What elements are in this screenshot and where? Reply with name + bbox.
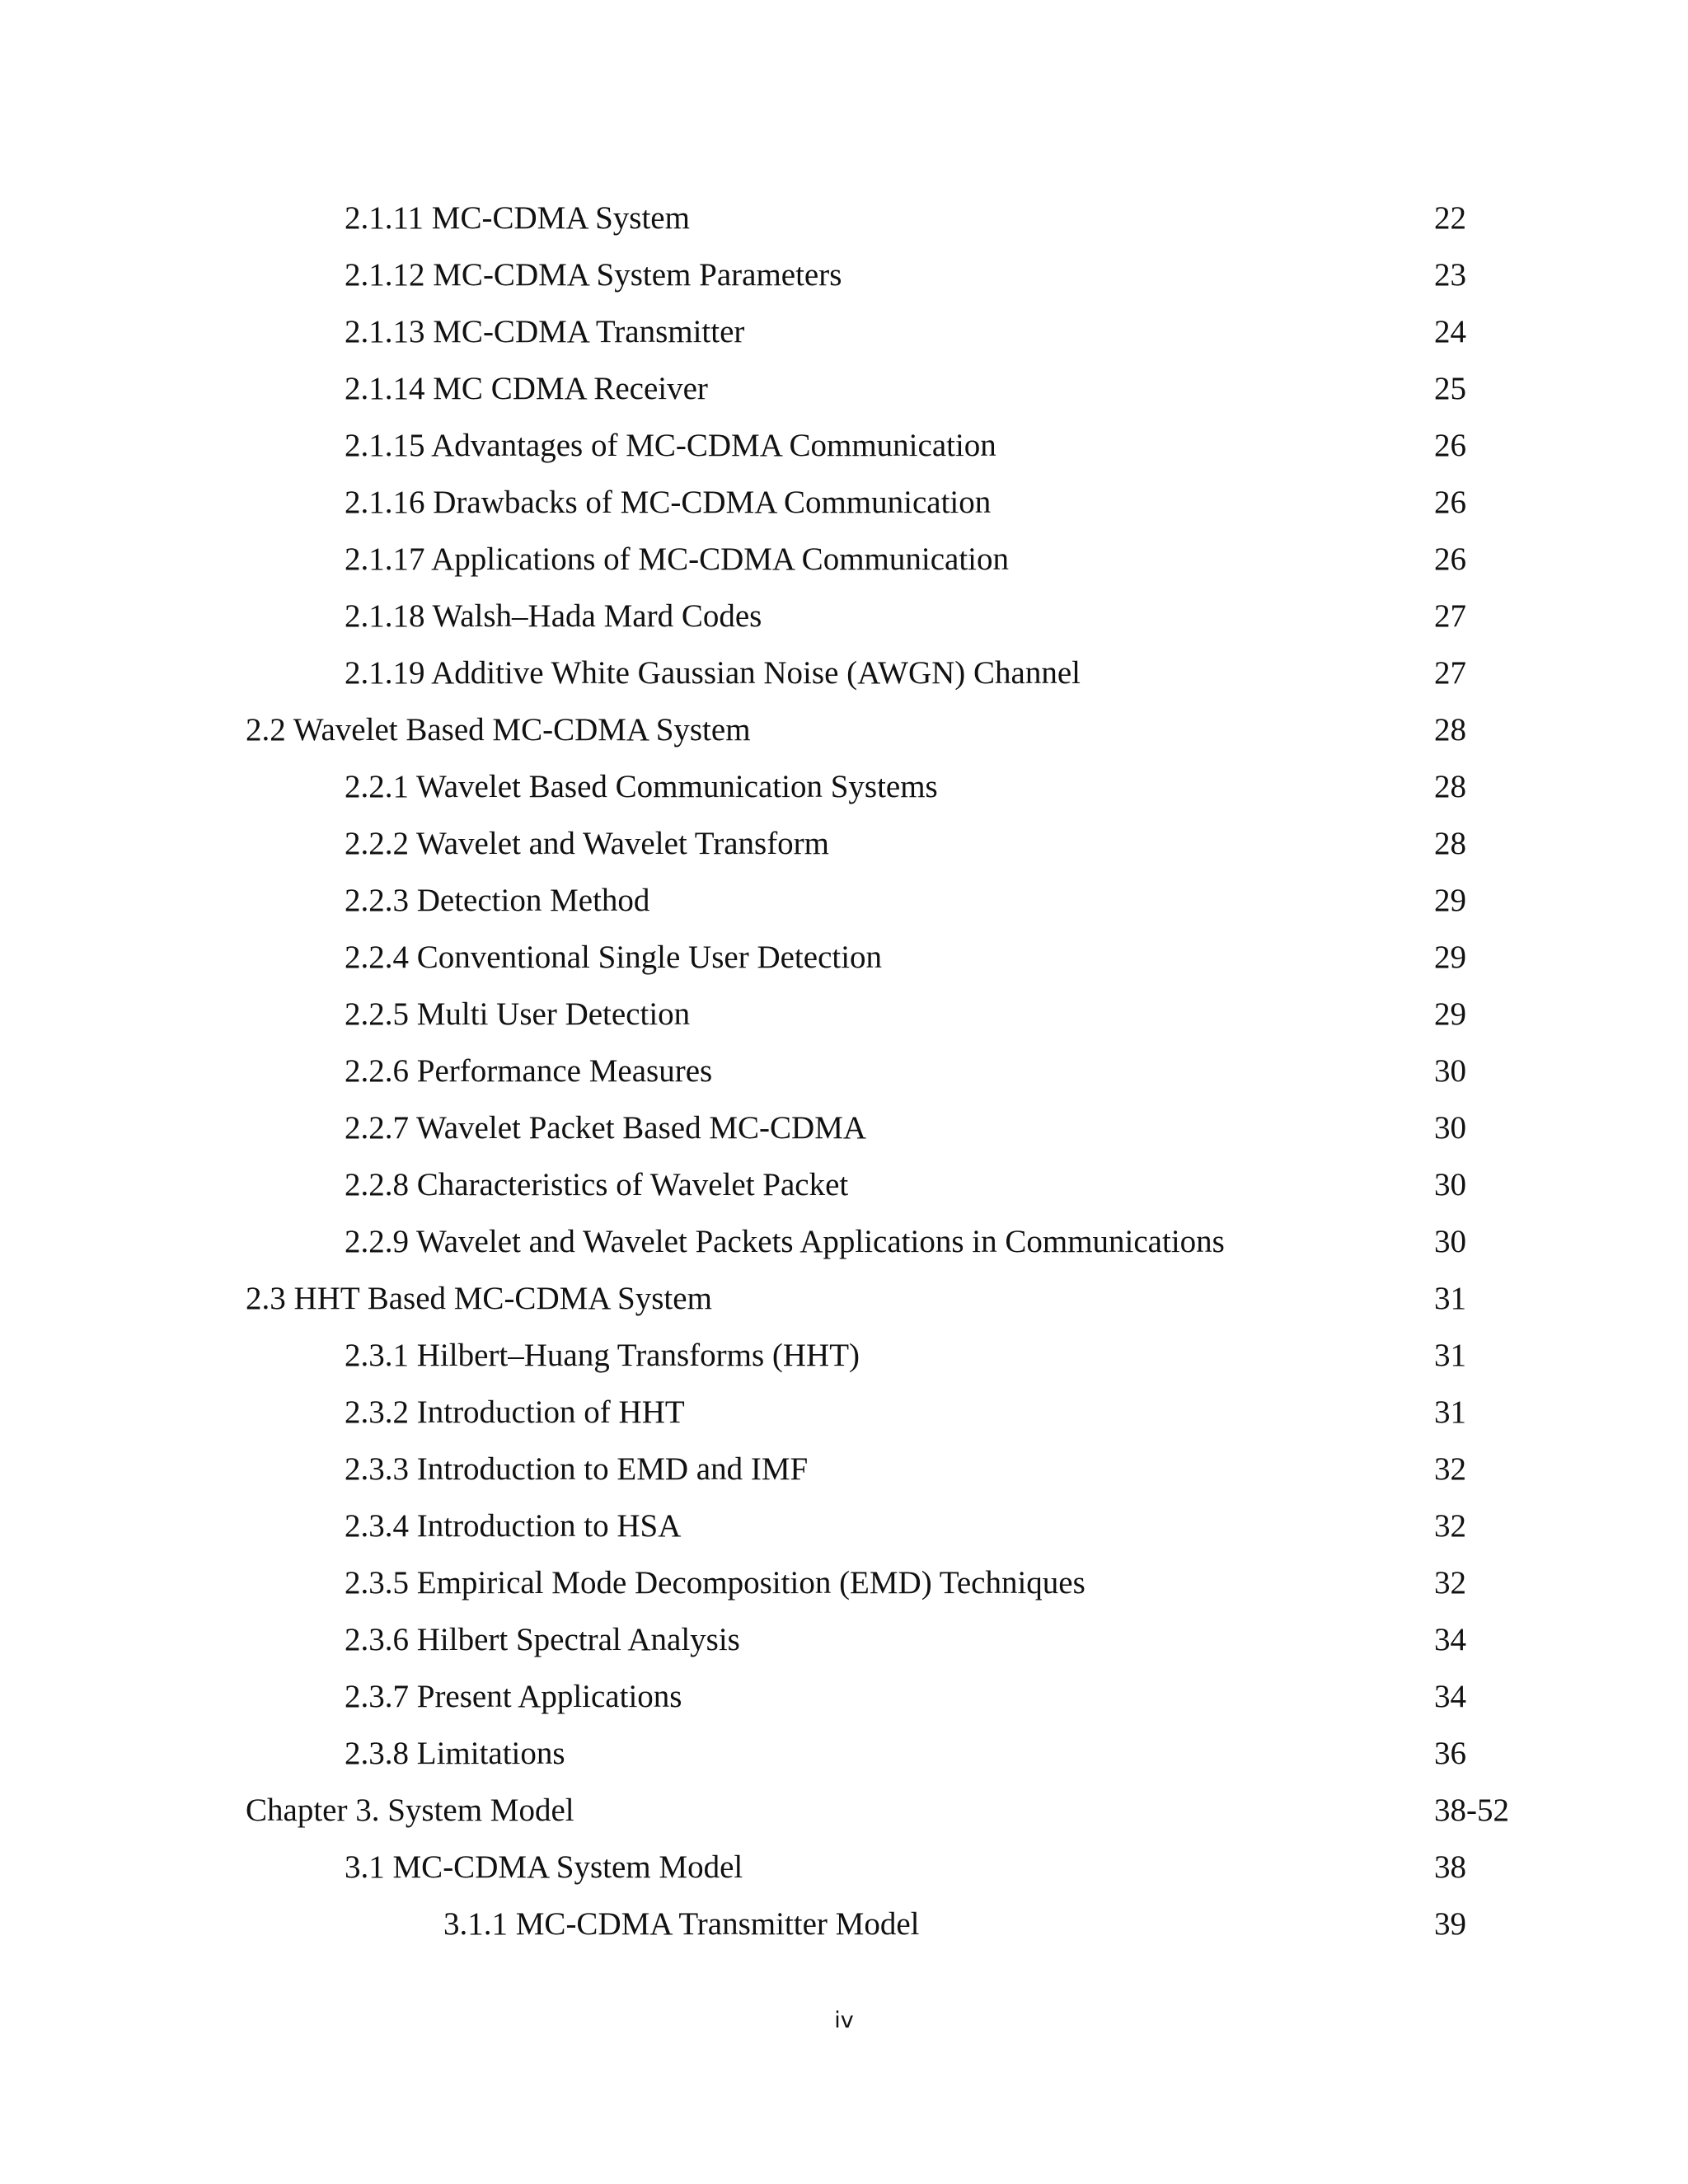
toc-entry-page: 26 bbox=[1434, 428, 1466, 463]
toc-entry-title: 2.2.9 Wavelet and Wavelet Packets Applications in Communications bbox=[345, 1224, 1225, 1259]
toc-entry bbox=[0, 815, 1688, 872]
toc-entry bbox=[0, 1668, 1688, 1725]
toc-entry-title: 2.3 HHT Based MC-CDMA System bbox=[246, 1281, 712, 1316]
toc-entry-page: 36 bbox=[1434, 1736, 1466, 1771]
table-of-contents bbox=[0, 190, 1688, 1952]
toc-entry-title: 2.3.4 Introduction to HSA bbox=[345, 1508, 682, 1544]
toc-entry bbox=[0, 1384, 1688, 1441]
toc-entry-title: 2.1.18 Walsh–Hada Mard Codes bbox=[345, 598, 762, 634]
toc-entry-title: 2.1.13 MC-CDMA Transmitter bbox=[345, 314, 745, 349]
toc-entry bbox=[0, 1725, 1688, 1782]
toc-entry-page: 38 bbox=[1434, 1849, 1466, 1885]
toc-entry-page: 26 bbox=[1434, 485, 1466, 520]
toc-entry bbox=[0, 1554, 1688, 1611]
toc-entry bbox=[0, 1156, 1688, 1213]
toc-entry-title: 2.1.17 Applications of MC-CDMA Communication bbox=[345, 541, 1009, 577]
toc-entry-page: 30 bbox=[1434, 1110, 1466, 1146]
toc-entry bbox=[0, 644, 1688, 701]
toc-entry-page: 29 bbox=[1434, 883, 1466, 918]
toc-entry bbox=[0, 417, 1688, 474]
toc-entry-page: 28 bbox=[1434, 826, 1466, 861]
toc-entry bbox=[0, 246, 1688, 303]
toc-entry-title: 2.1.12 MC-CDMA System Parameters bbox=[345, 257, 842, 293]
toc-entry-title: 2.3.3 Introduction to EMD and IMF bbox=[345, 1451, 809, 1487]
toc-entry-page: 29 bbox=[1434, 940, 1466, 975]
toc-entry-title: 2.1.11 MC-CDMA System bbox=[345, 200, 690, 236]
toc-entry-title: Chapter 3. System Model bbox=[246, 1793, 574, 1828]
toc-entry bbox=[0, 872, 1688, 929]
toc-entry-title: 2.1.15 Advantages of MC-CDMA Communication bbox=[345, 428, 996, 463]
toc-entry-title: 2.2.6 Performance Measures bbox=[345, 1053, 713, 1089]
toc-entry-page: 31 bbox=[1434, 1394, 1466, 1430]
toc-entry-page: 23 bbox=[1434, 257, 1466, 293]
toc-entry bbox=[0, 986, 1688, 1043]
toc-entry bbox=[0, 588, 1688, 644]
toc-entry-title: 2.2.4 Conventional Single User Detection bbox=[345, 940, 883, 975]
toc-entry-page: 25 bbox=[1434, 371, 1466, 406]
toc-entry-page: 32 bbox=[1434, 1565, 1466, 1601]
toc-entry bbox=[0, 474, 1688, 531]
toc-entry-page: 34 bbox=[1434, 1679, 1466, 1714]
toc-entry-page: 22 bbox=[1434, 200, 1466, 236]
page-number: iv bbox=[834, 2008, 854, 2033]
toc-entry-page: 28 bbox=[1434, 769, 1466, 804]
toc-entry bbox=[0, 1043, 1688, 1099]
toc-entry-title: 2.2.1 Wavelet Based Communication Systems bbox=[345, 769, 938, 804]
toc-entry-page: 30 bbox=[1434, 1224, 1466, 1259]
toc-entry-page: 29 bbox=[1434, 996, 1466, 1032]
toc-entry bbox=[0, 531, 1688, 588]
toc-entry-title: 2.3.8 Limitations bbox=[345, 1736, 565, 1771]
toc-entry-title: 2.2.2 Wavelet and Wavelet Transform bbox=[345, 826, 830, 861]
toc-entry-title: 2.2.8 Characteristics of Wavelet Packet bbox=[345, 1167, 849, 1202]
toc-entry-page: 26 bbox=[1434, 541, 1466, 577]
toc-entry-title: 2.3.2 Introduction of HHT bbox=[345, 1394, 685, 1430]
toc-entry-page: 27 bbox=[1434, 655, 1466, 691]
toc-entry bbox=[0, 1611, 1688, 1668]
toc-entry bbox=[0, 360, 1688, 417]
toc-entry-page: 28 bbox=[1434, 712, 1466, 748]
toc-entry bbox=[0, 929, 1688, 986]
toc-entry-title: 2.2.7 Wavelet Packet Based MC-CDMA bbox=[345, 1110, 867, 1146]
toc-entry-page: 39 bbox=[1434, 1906, 1466, 1942]
toc-entry-title: 2.2 Wavelet Based MC-CDMA System bbox=[246, 712, 751, 748]
toc-entry-page: 32 bbox=[1434, 1508, 1466, 1544]
toc-entry-page: 31 bbox=[1434, 1338, 1466, 1373]
toc-entry bbox=[0, 303, 1688, 360]
toc-entry-title: 2.3.7 Present Applications bbox=[345, 1679, 682, 1714]
toc-entry-page: 30 bbox=[1434, 1053, 1466, 1089]
toc-entry bbox=[0, 1896, 1688, 1952]
toc-entry-page: 27 bbox=[1434, 598, 1466, 634]
toc-entry-title: 2.1.16 Drawbacks of MC-CDMA Communication bbox=[345, 485, 992, 520]
toc-entry-title: 2.2.5 Multi User Detection bbox=[345, 996, 691, 1032]
toc-entry-page: 34 bbox=[1434, 1622, 1466, 1657]
toc-entry-title: 3.1.1 MC-CDMA Transmitter Model bbox=[443, 1906, 920, 1942]
toc-entry-page: 30 bbox=[1434, 1167, 1466, 1202]
toc-entry bbox=[0, 1839, 1688, 1896]
toc-entry-page: 31 bbox=[1434, 1281, 1466, 1316]
toc-entry-title: 3.1 MC-CDMA System Model bbox=[345, 1849, 743, 1885]
toc-entry bbox=[0, 1270, 1688, 1327]
toc-entry bbox=[0, 758, 1688, 815]
toc-entry-title: 2.2.3 Detection Method bbox=[345, 883, 650, 918]
toc-entry bbox=[0, 1782, 1688, 1839]
toc-entry bbox=[0, 190, 1688, 246]
toc-entry-title: 2.1.19 Additive White Gaussian Noise (AWGN) Channel bbox=[345, 655, 1081, 691]
toc-entry bbox=[0, 1099, 1688, 1156]
toc-entry bbox=[0, 1441, 1688, 1497]
toc-entry bbox=[0, 1497, 1688, 1554]
toc-entry bbox=[0, 1213, 1688, 1270]
toc-entry-page: 32 bbox=[1434, 1451, 1466, 1487]
toc-entry bbox=[0, 1327, 1688, 1384]
toc-entry-title: 2.1.14 MC CDMA Receiver bbox=[345, 371, 708, 406]
toc-entry-title: 2.3.1 Hilbert–Huang Transforms (HHT) bbox=[345, 1338, 860, 1373]
toc-entry-title: 2.3.5 Empirical Mode Decomposition (EMD) Techniques bbox=[345, 1565, 1085, 1601]
toc-entry bbox=[0, 701, 1688, 758]
toc-entry-title: 2.3.6 Hilbert Spectral Analysis bbox=[345, 1622, 740, 1657]
toc-entry-page: 38-52 bbox=[1434, 1793, 1509, 1828]
toc-entry-page: 24 bbox=[1434, 314, 1466, 349]
